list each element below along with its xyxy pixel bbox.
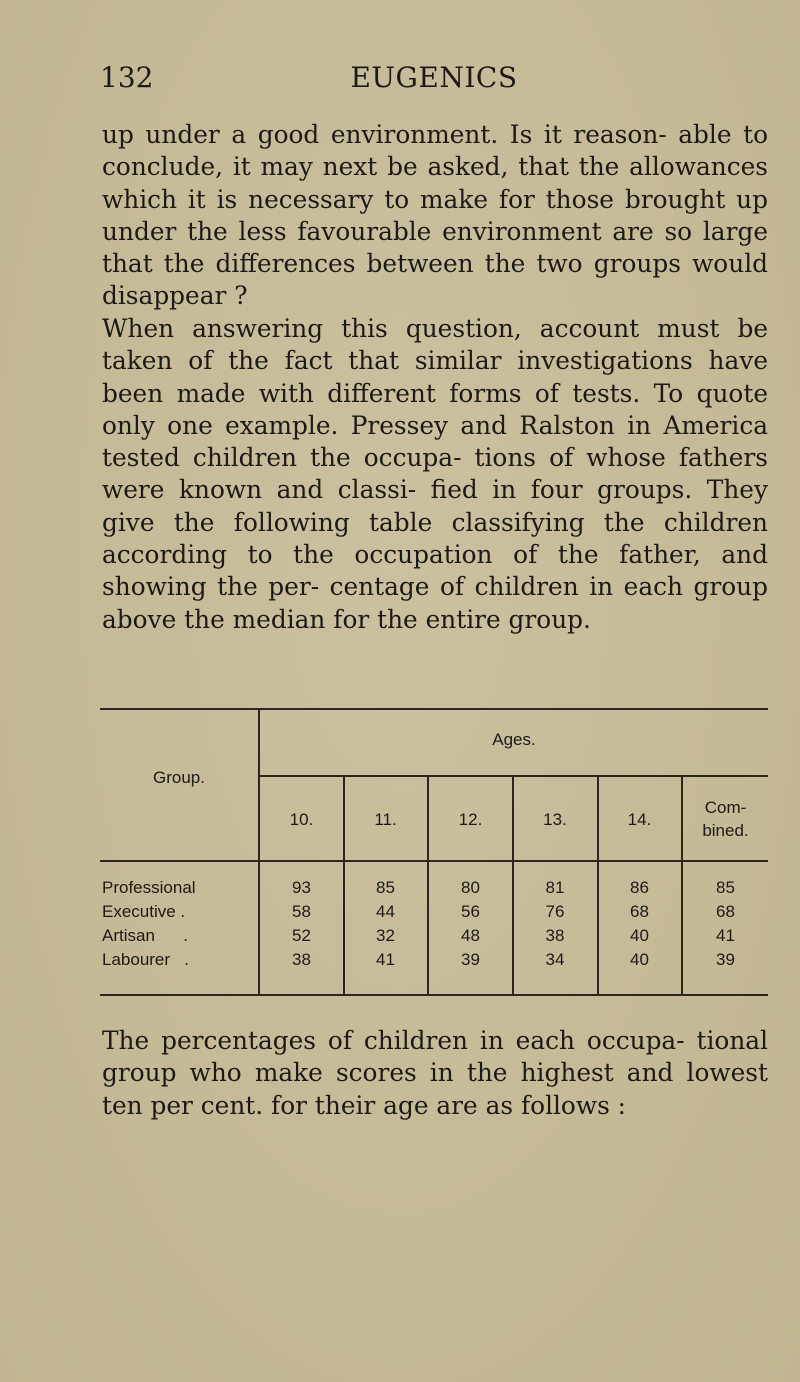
- paragraph-3: The percentages of children in each occupa- tional group who make scores in the highest and lowest ten per cent. for their age are as follows :: [102, 1026, 768, 1120]
- table-cell: 39: [716, 950, 735, 969]
- group-header: Group.: [153, 768, 205, 787]
- table-cell: 52: [292, 926, 311, 945]
- table-cell: 38: [292, 950, 311, 969]
- table-cell: 32: [376, 926, 395, 945]
- table-cell: 68: [716, 902, 735, 921]
- column-header: bined.: [702, 821, 749, 840]
- table-cell: 40: [630, 926, 649, 945]
- table-cell: 86: [630, 878, 649, 897]
- table-cell: 39: [461, 950, 480, 969]
- table-cell: 76: [545, 902, 565, 921]
- table-cell: 38: [545, 926, 565, 945]
- table-cell: 44: [376, 902, 395, 921]
- table-header-rule: [100, 860, 768, 862]
- table-ages-rule: [260, 775, 768, 777]
- table-cell: 41: [716, 926, 735, 945]
- table-cell: 34: [545, 950, 565, 969]
- table-cell: 68: [630, 902, 649, 921]
- column-header: 11.: [374, 810, 397, 829]
- occupation-table: [100, 708, 768, 998]
- table-cell: 80: [461, 878, 480, 897]
- page-number: 132: [100, 61, 154, 94]
- row-label: Labourer .: [102, 950, 189, 969]
- table-cell: 48: [461, 926, 480, 945]
- column-header: 14.: [627, 810, 652, 829]
- table-cell: 41: [376, 950, 395, 969]
- row-label: Professional: [102, 878, 196, 897]
- ages-header: Ages.: [492, 730, 536, 749]
- paragraph-1: up under a good environment. Is it reason- able to conclude, it may next be asked, that the allowances which it is necessary to make for those brought up under the less favourable environment are so large that the differences between the two groups would disappear ?: [102, 120, 768, 311]
- table-bottom-rule: [100, 994, 768, 996]
- table-cell: 93: [292, 878, 311, 897]
- column-header: 10.: [289, 810, 314, 829]
- table-cell: 40: [630, 950, 649, 969]
- column-header: 13.: [543, 810, 567, 829]
- page-header: [100, 58, 768, 98]
- row-label: Executive .: [102, 902, 186, 921]
- table-cell: 81: [545, 878, 565, 897]
- table-cell: 85: [716, 878, 735, 897]
- running-head: EUGENICS: [350, 61, 518, 94]
- paragraph-2: When answering this question, account must be taken of the fact that similar investigations have been made with different forms of tests. To quote only one example. Pressey and Ralston in America tested children the occupa- tions of whose fathers were known and classi- fied in four groups. They give the following table classifying the children according to the occupation of the father, and showing the per- centage of children in each group above the median for the entire group.: [102, 314, 768, 634]
- column-header: Com-: [704, 798, 747, 817]
- table-cell: 56: [461, 902, 480, 921]
- column-header: 12.: [458, 810, 483, 829]
- table-top-rule: [100, 708, 768, 710]
- table-cell: 58: [292, 902, 311, 921]
- table-cell: 85: [376, 878, 395, 897]
- row-label: Artisan .: [102, 926, 188, 945]
